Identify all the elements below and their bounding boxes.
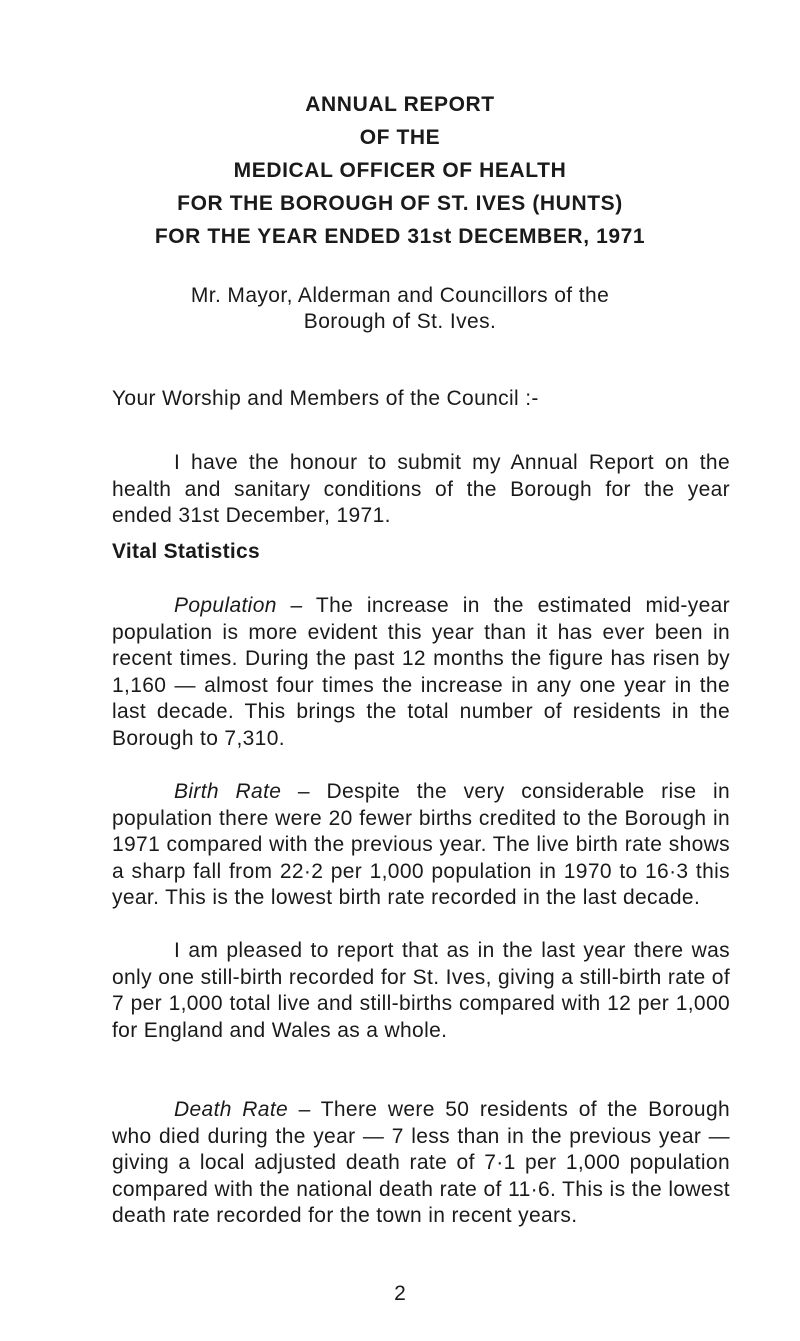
title-line-2: OF THE [359, 126, 441, 149]
birth-rate-label: Birth Rate [174, 780, 282, 803]
salutation [0, 283, 800, 335]
intro-paragraph: I have the honour to submit my Annual Report on the health and sanitary conditions of the Borough for the year ended 31st December, 1971. [112, 451, 730, 527]
still-birth-paragraph: I am pleased to report that as in the last year there was only one still-birth recorded for St. Ives, giving a still-birth rate of 7 per 1,000 total live and still-births compared with 12 per 1,000 for England and Wales as a whole. [112, 939, 730, 1042]
page-number: 2 [394, 1282, 406, 1305]
population-label: Population [174, 594, 277, 617]
salutation-line-1: Mr. Mayor, Alderman and Councillors of the [190, 284, 610, 307]
title-line-5: FOR THE YEAR ENDED 31st DECEMBER, 1971 [154, 225, 646, 248]
death-rate-text: – There were 50 residents of the Borough who died during the year — 7 less than in the previous year — giving a local adjusted death rate of 7·1 per 1,000 population compared with the national death rate of 11·6. This is the lowest death rate recorded for the town in recent years. [112, 1098, 731, 1227]
birth-rate-paragraph [112, 779, 730, 912]
salutation-line-2: Borough of St. Ives. [303, 310, 497, 333]
title-line-3: MEDICAL OFFICER OF HEALTH [233, 159, 567, 182]
greeting: Your Worship and Members of the Council :- [112, 387, 539, 410]
title-line-4: FOR THE BOROUGH OF ST. IVES (HUNTS) [177, 192, 623, 215]
population-text: – The increase in the estimated mid-year population is more evident this year than it has ever been in recent times. During the past 12 months the figure has risen by 1,160 — almost four times the increase in any one year in the last decade. This brings the total number of residents in the Borough to 7,310. [112, 594, 730, 750]
section-heading: Vital Statistics [112, 540, 260, 563]
death-rate-paragraph [112, 1097, 730, 1230]
title-line-1: ANNUAL REPORT [305, 93, 495, 116]
birth-rate-text: – Despite the very considerable rise in population there were 20 fewer births credited to the Borough in 1971 compared with the previous year. The live birth rate shows a sharp fall from 22·2 per 1,000 population in 1970 to 16·3 this year. This is the lowest birth rate recorded in the last decade. [112, 780, 730, 909]
report-title [0, 88, 800, 253]
population-paragraph [112, 593, 730, 752]
death-rate-label: Death Rate [174, 1098, 289, 1121]
